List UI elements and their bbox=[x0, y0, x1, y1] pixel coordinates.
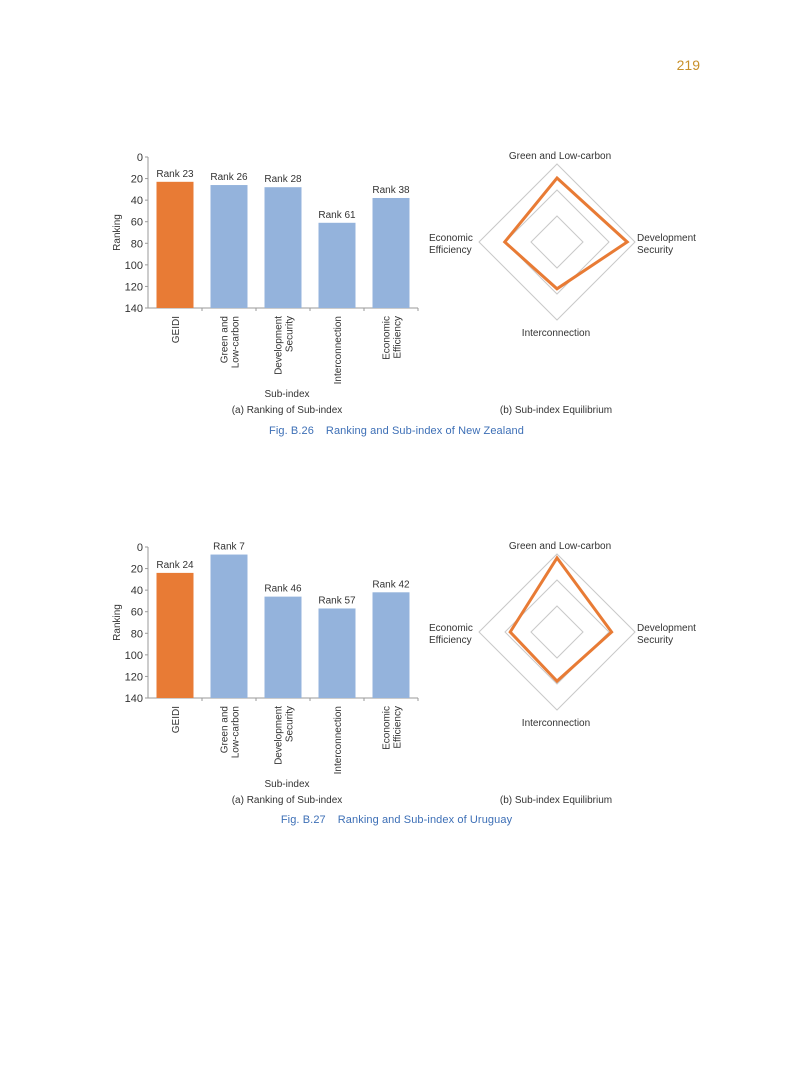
x-tick-label-line: Interconnection bbox=[333, 316, 344, 385]
figure-charts bbox=[0, 140, 793, 420]
y-tick-label: 100 bbox=[124, 649, 143, 662]
x-tick-label bbox=[382, 316, 404, 360]
bar-data-label: Rank 38 bbox=[372, 184, 410, 196]
bar bbox=[265, 597, 302, 698]
radar-grid-ring bbox=[505, 580, 609, 684]
y-tick-label: 140 bbox=[124, 303, 143, 315]
bar-data-label: Rank 42 bbox=[372, 579, 410, 591]
bar-data-label: Rank 46 bbox=[264, 583, 302, 595]
radar-axis-label bbox=[637, 623, 696, 646]
x-tick-label-line: Security bbox=[284, 706, 296, 743]
x-tick-label-line: Economic bbox=[381, 316, 393, 360]
x-axis-label: Sub-index bbox=[264, 389, 310, 400]
x-tick-label-line: Development bbox=[273, 706, 285, 765]
x-tick-label bbox=[274, 316, 296, 375]
bar bbox=[319, 608, 356, 698]
x-tick-label bbox=[171, 706, 182, 733]
bar bbox=[373, 592, 410, 698]
bar bbox=[319, 223, 356, 308]
bar-chart bbox=[112, 152, 418, 416]
y-tick-label: 20 bbox=[130, 173, 143, 186]
x-tick-label-line: Low-carbon bbox=[230, 706, 242, 759]
x-tick-label-line: Green and bbox=[219, 316, 231, 364]
radar-axis-label-line: Security bbox=[637, 635, 674, 646]
x-tick-label bbox=[274, 706, 296, 765]
radar-axis-label-line: Economic bbox=[429, 233, 473, 244]
figure-caption-text: Ranking and Sub-index of Uruguay bbox=[337, 814, 513, 826]
radar-grid-ring bbox=[479, 164, 635, 320]
x-tick-label-line: GEIDI bbox=[171, 316, 182, 344]
x-tick-label-line: Economic bbox=[381, 706, 393, 750]
radar-axis-label bbox=[429, 623, 473, 646]
radar-axis-label bbox=[429, 233, 473, 256]
x-tick-label bbox=[220, 706, 242, 758]
chart-caption: (b) Sub-index Equilibrium bbox=[499, 405, 613, 416]
bar bbox=[157, 573, 194, 698]
radar-axis-label-line: Development bbox=[637, 623, 696, 634]
y-tick-label: 60 bbox=[130, 606, 143, 619]
radar-axis-label: Green and Low-carbon bbox=[508, 541, 612, 552]
y-axis-label: Ranking bbox=[112, 214, 123, 251]
x-tick-label bbox=[382, 706, 404, 750]
x-tick-label-line: GEIDI bbox=[171, 706, 182, 734]
bar-data-label: Rank 28 bbox=[264, 174, 302, 186]
radar-grid-ring bbox=[505, 190, 609, 294]
y-tick-label: 80 bbox=[130, 238, 143, 251]
bar bbox=[157, 182, 194, 308]
chart-caption: (a) Ranking of Sub-index bbox=[231, 405, 343, 416]
bar-data-label: Rank 24 bbox=[156, 559, 194, 571]
bar bbox=[265, 187, 302, 308]
x-tick-label-line: Low-carbon bbox=[230, 316, 242, 369]
figure-caption bbox=[0, 814, 793, 826]
bar-data-label: Rank 7 bbox=[213, 541, 245, 553]
radar-chart bbox=[429, 151, 696, 416]
y-axis-label: Ranking bbox=[112, 604, 123, 641]
x-tick-label-line: Green and bbox=[219, 706, 231, 754]
bar-data-label: Rank 61 bbox=[318, 209, 356, 221]
figure-uruguay bbox=[0, 530, 793, 840]
y-tick-label: 80 bbox=[130, 628, 143, 641]
x-tick-label bbox=[220, 316, 242, 368]
bar bbox=[211, 185, 248, 308]
x-tick-label bbox=[333, 316, 344, 384]
page-number: 219 bbox=[676, 57, 700, 73]
y-tick-label: 100 bbox=[124, 259, 143, 272]
bar-chart bbox=[112, 542, 418, 806]
y-tick-label: 0 bbox=[136, 542, 143, 554]
y-tick-label: 20 bbox=[130, 563, 143, 576]
x-tick-label bbox=[171, 316, 182, 343]
bar bbox=[211, 555, 248, 698]
figure-caption-text: Ranking and Sub-index of New Zealand bbox=[325, 425, 524, 437]
x-tick-label bbox=[333, 706, 344, 774]
radar-grid-ring bbox=[531, 216, 583, 268]
radar-axis-label-line: Efficiency bbox=[429, 635, 472, 646]
x-tick-label-line: Efficiency bbox=[392, 706, 404, 749]
radar-chart bbox=[429, 541, 696, 806]
bar-data-label: Rank 23 bbox=[156, 168, 194, 180]
y-tick-label: 120 bbox=[124, 281, 143, 294]
radar-axis-label-line: Efficiency bbox=[429, 245, 472, 256]
bar-data-label: Rank 26 bbox=[210, 172, 248, 184]
radar-axis-label-line: Development bbox=[637, 233, 696, 244]
radar-grid-ring bbox=[531, 606, 583, 658]
y-tick-label: 0 bbox=[136, 152, 143, 164]
figure-caption-number: Fig. B.27 bbox=[280, 814, 326, 826]
y-tick-label: 40 bbox=[130, 585, 143, 598]
figure-new-zealand bbox=[0, 140, 793, 450]
chart-caption: (a) Ranking of Sub-index bbox=[231, 795, 343, 806]
radar-axis-label: Interconnection bbox=[521, 718, 591, 729]
x-tick-label-line: Interconnection bbox=[333, 706, 344, 775]
y-tick-label: 120 bbox=[124, 671, 143, 684]
bar-data-label: Rank 57 bbox=[318, 595, 356, 607]
x-tick-label-line: Development bbox=[273, 316, 285, 375]
radar-axis-label-line: Security bbox=[637, 245, 674, 256]
y-tick-label: 140 bbox=[124, 693, 143, 705]
radar-series bbox=[505, 178, 627, 289]
figure-caption-number: Fig. B.26 bbox=[269, 425, 314, 437]
y-tick-label: 60 bbox=[130, 216, 143, 229]
y-tick-label: 40 bbox=[130, 195, 143, 208]
x-axis-label: Sub-index bbox=[264, 779, 310, 790]
x-tick-label-line: Security bbox=[284, 316, 296, 353]
radar-axis-label bbox=[637, 233, 696, 256]
radar-axis-label-line: Economic bbox=[429, 623, 473, 634]
radar-axis-label: Interconnection bbox=[521, 328, 591, 339]
bar bbox=[373, 198, 410, 308]
x-tick-label-line: Efficiency bbox=[392, 316, 404, 359]
radar-axis-label: Green and Low-carbon bbox=[508, 151, 612, 162]
figure-charts bbox=[0, 530, 793, 810]
chart-caption: (b) Sub-index Equilibrium bbox=[499, 795, 613, 806]
figure-caption bbox=[0, 425, 793, 437]
